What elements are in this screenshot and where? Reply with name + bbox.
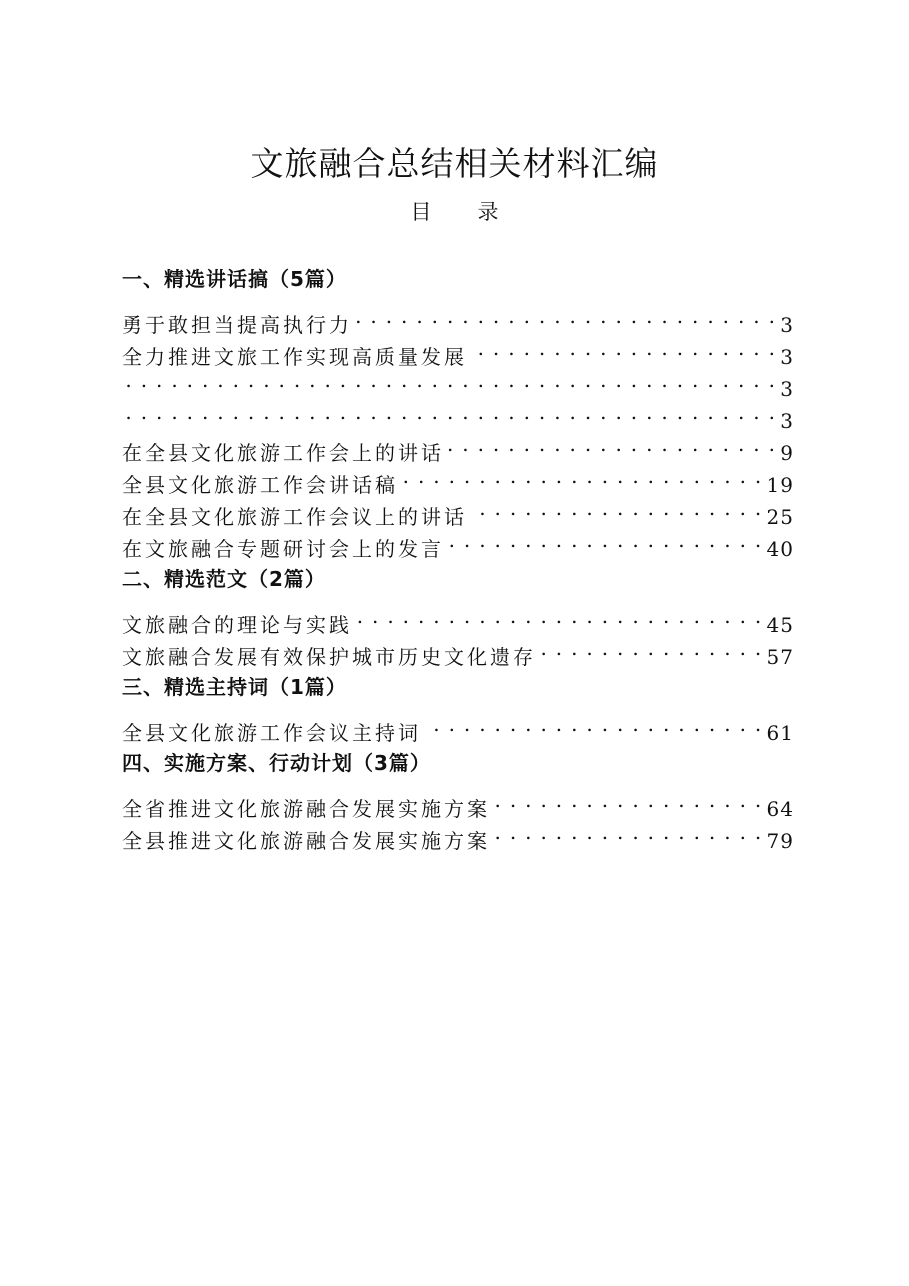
dot-leader [354,300,776,332]
document-title: 文旅融合总结相关材料汇编 [250,144,659,183]
toc-entry-page: 40 [766,537,794,561]
dot-leader [538,632,763,664]
toc-entry-title: 全县文化旅游工作会讲话稿 [122,473,398,497]
toc-entry[interactable] [122,784,794,821]
toc-heading: 目录 [410,200,545,224]
section-entries [122,300,794,561]
dot-leader [469,332,776,364]
dot-leader [423,708,763,740]
toc-entry-page: 64 [766,797,794,821]
toc-entry-page: 57 [766,645,794,669]
toc-entry-page: 3 [780,345,794,369]
section-entries [122,600,794,669]
section-entries [122,708,794,745]
toc-entry-page: 3 [780,377,794,401]
dot-leader [492,816,763,848]
toc-entry-page: 3 [780,409,794,433]
toc-entry[interactable] [122,300,794,337]
section-entries [122,784,794,853]
toc-entry-page: 79 [766,829,794,853]
toc-entry[interactable] [122,708,794,745]
toc-entry[interactable] [122,364,794,401]
toc-entry[interactable] [122,600,794,637]
toc-entry[interactable] [122,396,794,433]
section-heading: 三、精选主持词（1篇） [122,675,347,699]
toc-entry-title: 在全县文化旅游工作会上的讲话 [122,441,444,465]
dot-leader [469,492,763,524]
toc-entry-title: 在文旅融合专题研讨会上的发言 [122,537,444,561]
toc-entry-page: 25 [766,505,794,529]
toc-entry-page: 45 [766,613,794,637]
toc-entry[interactable] [122,428,794,465]
toc-entry-title: 全力推进文旅工作实现高质量发展 [122,345,467,369]
dot-leader [446,428,776,460]
table-of-contents [122,262,794,853]
toc-entry-title: 文旅融合发展有效保护城市历史文化遗存 [122,645,536,669]
dot-leader [446,524,763,556]
dot-leader [354,600,763,632]
dot-leader [492,784,763,816]
section-heading: 一、精选讲话搞（5篇） [122,267,347,291]
toc-entry-page: 9 [780,441,794,465]
dot-leader [124,364,776,396]
toc-entry-title: 勇于敢担当提高执行力 [122,313,352,337]
toc-entry-title: 文旅融合的理论与实践 [122,613,352,637]
toc-entry-title: 全县文化旅游工作会议主持词 [122,721,421,745]
section-heading: 四、实施方案、行动计划（3篇） [122,751,431,775]
toc-entry-page: 3 [780,313,794,337]
toc-entry-title: 在全县文化旅游工作会议上的讲话 [122,505,467,529]
section-heading: 二、精选范文（2篇） [122,567,326,591]
dot-leader [124,396,776,428]
toc-entry-page: 19 [766,473,794,497]
toc-entry-title: 全县推进文化旅游融合发展实施方案 [122,829,490,853]
toc-entry-page: 61 [766,721,794,745]
dot-leader [400,460,763,492]
toc-entry-title: 全省推进文化旅游融合发展实施方案 [122,797,490,821]
